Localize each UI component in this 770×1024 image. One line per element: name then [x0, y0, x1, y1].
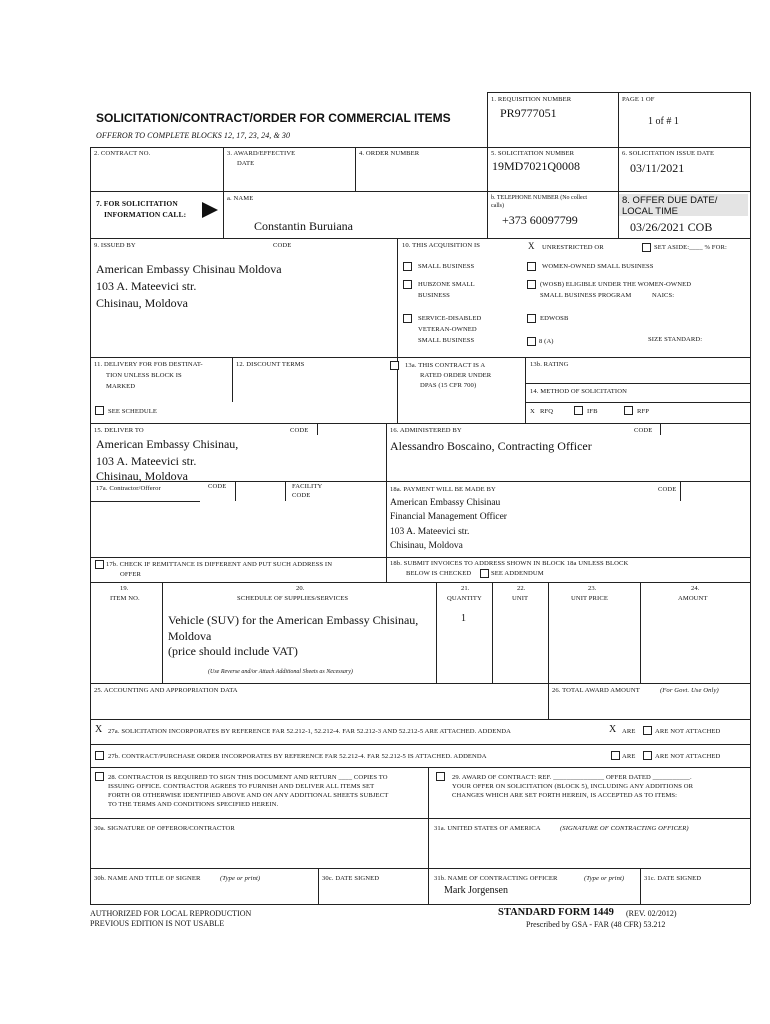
size-standard-label: SIZE STANDARD:	[648, 336, 703, 343]
issued-by-label: 9. ISSUED BY	[94, 242, 136, 249]
small-business-label: SMALL BUSINESS	[418, 263, 475, 270]
27a-not-attached-checkbox[interactable]	[643, 726, 652, 735]
rfp-checkbox[interactable]	[624, 406, 633, 415]
col-quantity-2: QUANTITY	[447, 595, 482, 602]
setaside-checkbox[interactable]	[642, 243, 651, 252]
contract-no-label: 2. CONTRACT NO.	[94, 150, 151, 157]
administered-by-label: 16. ADMINISTERED BY	[390, 427, 462, 434]
ifb-checkbox[interactable]	[574, 406, 583, 415]
27a-not-attached-label: ARE NOT ATTACHED	[655, 728, 721, 735]
item-description-line1[interactable]: Vehicle (SUV) for the American Embassy Chisinau,	[168, 613, 419, 627]
facility-code-label-2: CODE	[292, 492, 311, 499]
service-disabled-label-2: VETERAN-OWNED	[418, 326, 477, 333]
col-schedule-1: 20.	[296, 585, 305, 592]
payment-line4[interactable]: Chisinau, Moldova	[390, 541, 463, 551]
delivery-fob-label-3: MARKED	[106, 383, 136, 390]
acquisition-label: 10. THIS ACQUISITION IS	[402, 242, 481, 249]
col-unit-price-1: 23.	[588, 585, 597, 592]
service-disabled-label: SERVICE-DISABLED	[418, 315, 482, 322]
29-line2: YOUR OFFER ON SOLICITATION (BLOCK 5), INCLUDING ANY ADDITIONS OR	[452, 783, 694, 790]
date-signed-30c-label: 30c. DATE SIGNED	[322, 875, 380, 882]
issued-by-line2[interactable]: 103 A. Mateevici str.	[96, 279, 197, 293]
form-subtitle: OFFEROR TO COMPLETE BLOCKS 12, 17, 23, 24, & 30	[96, 131, 291, 140]
requisition-number[interactable]: PR9777051	[500, 106, 557, 120]
offer-due-label: 8. OFFER DUE DATE/	[622, 195, 718, 206]
solicitation-date-label: 6. SOLICITATION ISSUE DATE	[622, 150, 715, 157]
rating-label: 13b. RATING	[530, 361, 569, 368]
method-label: 14. METHOD OF SOLICITATION	[530, 388, 627, 395]
solicitation-number-label: 5. SOLICITATION NUMBER	[491, 150, 575, 157]
telephone-label: b. TELEPHONE NUMBER (No collect	[491, 195, 588, 201]
27b-are-checkbox[interactable]	[611, 751, 620, 760]
signer-name-label: 30b. NAME AND TITLE OF SIGNER	[94, 875, 201, 882]
standard-form-number: STANDARD FORM 1449	[498, 907, 614, 918]
offer-due-label-2: LOCAL TIME	[622, 206, 678, 217]
page-value: 1 of # 1	[648, 116, 679, 127]
payment-label: 18a. PAYMENT WILL BE MADE BY	[390, 486, 496, 493]
27b-not-attached-checkbox[interactable]	[643, 751, 652, 760]
col-item-no-2: ITEM NO.	[110, 595, 140, 602]
signature-usa-label: 31a. UNITED STATES OF AMERICA	[434, 825, 541, 832]
eligible-wosb-checkbox[interactable]	[527, 280, 536, 289]
discount-terms-label: 12. DISCOUNT TERMS	[236, 361, 305, 368]
28-line3: FORTH OR OTHERWISE IDENTIFIED ABOVE AND ON ANY ADDITIONAL SHEETS SUBJECT	[108, 792, 389, 799]
payment-line1[interactable]: American Embassy Chisinau	[390, 498, 501, 508]
contractor-label: 17a. Contractor/Offeror	[96, 485, 161, 492]
eligible-wosb-label-2: SMALL BUSINESS PROGRAM	[540, 292, 632, 299]
accounting-label: 25. ACCOUNTING AND APPROPRIATION DATA	[94, 687, 238, 694]
small-business-checkbox[interactable]	[403, 262, 412, 271]
solicitation-number[interactable]: 19MD7021Q0008	[492, 159, 581, 173]
signer-name-note: (Type or print)	[220, 875, 261, 882]
telephone-label-2: calls)	[491, 203, 504, 209]
administered-code-label: CODE	[634, 427, 653, 434]
rfq-mark[interactable]: X	[530, 408, 535, 415]
payment-line2[interactable]: Financial Management Officer	[390, 512, 507, 522]
hubzone-label: HUBZONE SMALL	[418, 281, 475, 288]
remittance-checkbox[interactable]	[95, 560, 104, 569]
item-description-line2[interactable]: Moldova	[168, 629, 212, 643]
28-checkbox[interactable]	[95, 772, 104, 781]
info-call-label: 7. FOR SOLICITATION	[96, 199, 178, 208]
requisition-label: 1. REQUISITION NUMBER	[491, 96, 572, 103]
rated-order-checkbox[interactable]	[390, 361, 399, 370]
col-unit-2: UNIT	[512, 595, 529, 602]
award-date-label-2: DATE	[237, 160, 255, 167]
issued-code-label: CODE	[273, 242, 292, 249]
service-disabled-label-3: SMALL BUSINESS	[418, 337, 475, 344]
deliver-to-label: 15. DELIVER TO	[94, 427, 144, 434]
27b-label: 27b. CONTRACT/PURCHASE ORDER INCORPORATES BY REFERENCE FAR 52.212-4. FAR 52.212-5 IS ATTACHED. ADDENDA	[108, 753, 487, 760]
rfq-label: RFQ	[540, 408, 554, 415]
28-line4: TO THE TERMS AND CONDITIONS SPECIFIED HEREIN.	[108, 801, 279, 808]
facility-code-label: FACILITY	[292, 483, 323, 490]
27a-are-mark[interactable]: X	[609, 724, 617, 735]
eligible-wosb-label: (WOSB) ELIGIBLE UNDER THE WOMEN-OWNED	[540, 281, 692, 288]
order-number-label: 4. ORDER NUMBER	[359, 150, 420, 157]
ifb-label: IFB	[587, 408, 598, 415]
schedule-note: (Use Reverse and/or Attach Additional Sheets as Necessary)	[208, 669, 353, 675]
see-addendum-checkbox[interactable]	[480, 569, 489, 578]
remittance-label: 17b. CHECK IF REMITTANCE IS DIFFERENT AND PUT SUCH ADDRESS IN	[106, 561, 333, 568]
payment-code-label: CODE	[658, 486, 677, 493]
see-schedule-checkbox[interactable]	[95, 406, 104, 415]
delivery-fob-label-2: TION UNLESS BLOCK IS	[106, 372, 182, 379]
27b-checkbox[interactable]	[95, 751, 104, 760]
28-line2: ISSUING OFFICE. CONTRACTOR AGREES TO FURNISH AND DELIVER ALL ITEMS SET	[108, 783, 375, 790]
27b-not-attached-label: ARE NOT ATTACHED	[655, 753, 721, 760]
administered-by-value[interactable]: Alessandro Boscaino, Contracting Officer	[390, 439, 592, 453]
hubzone-checkbox[interactable]	[403, 280, 412, 289]
prescribed-by: Prescribed by GSA - FAR (48 CFR) 53.212	[526, 920, 666, 929]
date-signed-31c-label: 31c. DATE SIGNED	[644, 875, 702, 882]
28-line1: 28. CONTRACTOR IS REQUIRED TO SIGN THIS DOCUMENT AND RETURN ____ COPIES TO	[108, 774, 388, 781]
edwosb-label: EDWOSB	[540, 315, 569, 322]
deliver-to-line3[interactable]: Chisinau, Moldova	[96, 469, 188, 483]
unrestricted-label: UNRESTRICTED OR	[542, 244, 604, 251]
officer-name-label: 31b. NAME OF CONTRACTING OFFICER	[434, 875, 558, 882]
29-line1: 29. AWARD OF CONTRACT: REF. _______________ OFFER DATED ___________.	[452, 774, 692, 781]
total-award-note: (For Govt. Use Only)	[660, 687, 719, 694]
27b-are-label: ARE	[622, 753, 636, 760]
deliver-to-line1[interactable]: American Embassy Chisinau,	[96, 437, 239, 451]
footer-previous-edition: PREVIOUS EDITION IS NOT USABLE	[90, 919, 225, 928]
telephone-number[interactable]: +373 60097799	[502, 213, 578, 227]
offer-due-date[interactable]: 03/26/2021 COB	[630, 220, 713, 234]
arrow-icon	[202, 202, 218, 218]
rated-order-label-3: DPAS (15 CFR 700)	[420, 382, 477, 389]
see-addendum-label: SEE ADDENDUM	[491, 570, 544, 577]
col-amount-2: AMOUNT	[678, 595, 708, 602]
deliver-code-label: CODE	[290, 427, 309, 434]
rated-order-label: 13a. THIS CONTRACT IS A	[405, 362, 486, 369]
item-quantity[interactable]: 1	[461, 613, 466, 624]
rfp-label: RFP	[637, 408, 650, 415]
total-award-label: 26. TOTAL AWARD AMOUNT	[552, 687, 640, 694]
issued-by-line1[interactable]: American Embassy Chisinau Moldova	[96, 262, 282, 276]
footer-reproduction: AUTHORIZED FOR LOCAL REPRODUCTION	[90, 909, 252, 918]
27a-mark[interactable]: X	[95, 724, 103, 735]
27a-are-label: ARE	[622, 728, 636, 735]
see-schedule-label: SEE SCHEDULE	[108, 408, 158, 415]
col-schedule-2: SCHEDULE OF SUPPLIES/SERVICES	[237, 595, 349, 602]
8a-label: 8 (A)	[539, 338, 554, 345]
edwosb-checkbox[interactable]	[527, 314, 536, 323]
form-title: SOLICITATION/CONTRACT/ORDER FOR COMMERCIAL ITEMS	[96, 111, 451, 125]
col-item-no-1: 19.	[120, 585, 129, 592]
wosb-label: WOMEN-OWNED SMALL BUSINESS	[542, 263, 654, 270]
col-unit-1: 22.	[517, 585, 526, 592]
payment-line3[interactable]: 103 A. Mateevici str.	[390, 527, 470, 537]
27a-label: 27a. SOLICITATION INCORPORATES BY REFERENCE FAR 52.212-1, 52.212-4. FAR 52.212-3 AND 52.212-5 ARE ATTACHED. ADDENDA	[108, 728, 512, 735]
form-revision: (REV. 02/2012)	[626, 909, 677, 918]
col-quantity-1: 21.	[461, 585, 470, 592]
remittance-label-2: OFFER	[120, 571, 142, 578]
officer-name-note: (Type or print)	[584, 875, 625, 882]
invoices-label: 18b. SUBMIT INVOICES TO ADDRESS SHOWN IN BLOCK 18a UNLESS BLOCK	[390, 560, 629, 567]
setaside-label: SET ASIDE:____ % FOR:	[654, 244, 727, 251]
contractor-code-label: CODE	[208, 483, 227, 490]
solicitation-date[interactable]: 03/11/2021	[630, 161, 685, 175]
signature-offeror-label: 30a. SIGNATURE OF OFFEROR/CONTRACTOR	[94, 825, 235, 832]
col-unit-price-2: UNIT PRICE	[571, 595, 608, 602]
29-line3: CHANGES WHICH ARE SET FORTH HEREIN, IS ACCEPTED AS TO ITEMS:	[452, 792, 678, 799]
hubzone-label-2: BUSINESS	[418, 292, 450, 299]
info-call-label-2: INFORMATION CALL:	[104, 210, 187, 219]
delivery-fob-label: 11. DELIVERY FOR FOB DESTINAT-	[94, 361, 203, 368]
deliver-to-line2[interactable]: 103 A. Mateevici str.	[96, 454, 197, 468]
8a-checkbox[interactable]	[527, 337, 536, 346]
item-description-line3[interactable]: (price should include VAT)	[168, 644, 298, 658]
rated-order-label-2: RATED ORDER UNDER	[420, 372, 492, 379]
name-label: a. NAME	[227, 195, 254, 202]
wosb-checkbox[interactable]	[527, 262, 536, 271]
naics-label: NAICS:	[652, 292, 675, 299]
issued-by-line3[interactable]: Chisinau, Moldova	[96, 296, 188, 310]
officer-name-value[interactable]: Mark Jorgensen	[444, 885, 508, 896]
award-date-label: 3. AWARD/EFFECTIVE	[227, 150, 296, 157]
contact-name[interactable]: Constantin Buruiana	[254, 219, 353, 233]
col-amount-1: 24.	[691, 585, 700, 592]
service-disabled-checkbox[interactable]	[403, 314, 412, 323]
29-checkbox[interactable]	[436, 772, 445, 781]
signature-usa-note: (SIGNATURE OF CONTRACTING OFFICER)	[560, 825, 689, 832]
unrestricted-mark[interactable]: X	[528, 241, 535, 251]
invoices-label-2: BELOW IS CHECKED	[406, 570, 472, 577]
page-label: PAGE 1 OF	[622, 96, 655, 103]
